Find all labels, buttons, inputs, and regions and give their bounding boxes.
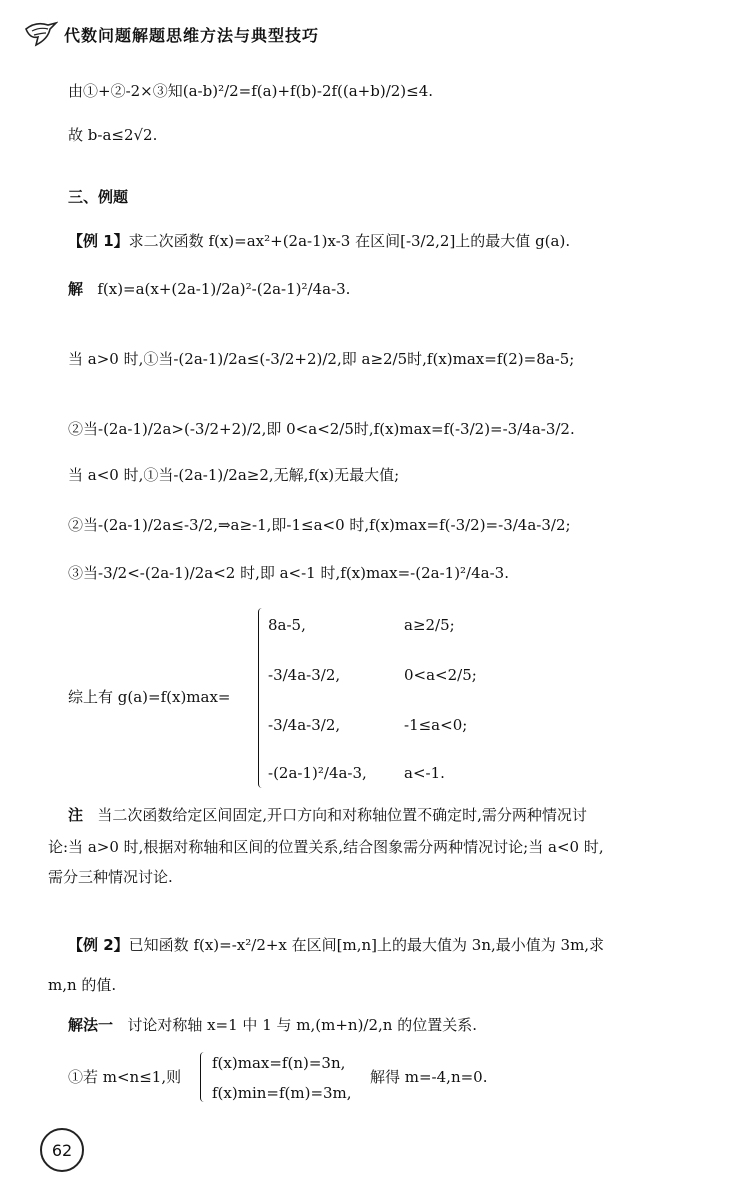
- case-line: 当 a>0 时,①当-(2a-1)/2a≤(-3/2+2)/2,即 a≥2/5时,f(x)max=f(2)=8a-5;: [68, 350, 575, 368]
- note-line: 论:当 a>0 时,根据对称轴和区间的位置关系,结合图象需分两种情况讨论;当 a<0 时,: [48, 838, 604, 856]
- piecewise-brace-tip: [252, 692, 259, 700]
- example-1: [68, 230, 570, 252]
- example-text: 已知函数 f(x)=-x²/2+x 在区间[m,n]上的最大值为 3n,最小值为 3m,求: [128, 936, 605, 954]
- summary-label: 综上有 g(a)=f(x)max=: [68, 688, 231, 706]
- method-line: [68, 1014, 477, 1036]
- case-line: ③当-3/2<-(2a-1)/2a<2 时,即 a<-1 时,f(x)max=-(2a-1)²/4a-3.: [68, 564, 509, 582]
- system-result: 解得 m=-4,n=0.: [370, 1068, 488, 1086]
- bird-logo-icon: [24, 19, 58, 49]
- system-brace: [200, 1052, 207, 1102]
- note-line: 需分三种情况讨论.: [48, 868, 173, 886]
- piecewise-expr: -3/4a-3/2,: [268, 716, 341, 734]
- method-tag: 解法一: [68, 1016, 114, 1034]
- piecewise-cond: a≥2/5;: [404, 616, 455, 634]
- note-text: 当二次函数给定区间固定,开口方向和对称轴位置不确定时,需分两种情况讨: [97, 806, 587, 824]
- case-line: ②当-(2a-1)/2a>(-3/2+2)/2,即 0<a<2/5时,f(x)max=f(-3/2)=-3/4a-3/2.: [68, 420, 575, 438]
- example-2: [68, 934, 604, 956]
- piecewise-expr: 8a-5,: [268, 616, 306, 634]
- piecewise-expr: -3/4a-3/2,: [268, 666, 341, 684]
- page-header: [24, 14, 319, 54]
- piecewise-cond: a<-1.: [404, 764, 445, 782]
- note-line: [68, 804, 587, 826]
- piecewise-cond: 0<a<2/5;: [404, 666, 477, 684]
- text-line: 由①+②-2×③知(a-b)²/2=f(a)+f(b)-2f((a+b)/2)≤4.: [68, 82, 434, 100]
- section-heading: 三、例题: [68, 188, 129, 206]
- page-number: 62: [40, 1128, 84, 1172]
- solution-text: f(x)=a(x+(2a-1)/2a)²-(2a-1)²/4a-3.: [97, 280, 351, 298]
- header-title: 代数问题解题思维方法与典型技巧: [64, 25, 320, 45]
- solution-line: [68, 278, 350, 300]
- system-row: f(x)max=f(n)=3n,: [212, 1054, 346, 1072]
- text-line: 故 b-a≤2√2.: [68, 126, 158, 144]
- example-text: 求二次函数 f(x)=ax²+(2a-1)x-3 在区间[-3/2,2]上的最大值 g(a).: [128, 232, 571, 250]
- example-tag: 【例 1】: [68, 232, 129, 250]
- system-row: f(x)min=f(m)=3m,: [212, 1084, 352, 1102]
- piecewise-expr: -(2a-1)²/4a-3,: [268, 764, 367, 782]
- piecewise-cond: -1≤a<0;: [404, 716, 468, 734]
- solution-tag: 解: [68, 280, 84, 298]
- case-line: ②当-(2a-1)/2a≤-3/2,⇒a≥-1,即-1≤a<0 时,f(x)max=f(-3/2)=-3/4a-3/2;: [68, 516, 571, 534]
- case-lead: ①若 m<n≤1,则: [68, 1068, 182, 1086]
- case-line: 当 a<0 时,①当-(2a-1)/2a≥2,无解,f(x)无最大值;: [68, 466, 400, 484]
- text-line: m,n 的值.: [48, 976, 117, 994]
- example-tag: 【例 2】: [68, 936, 129, 954]
- method-text: 讨论对称轴 x=1 中 1 与 m,(m+n)/2,n 的位置关系.: [127, 1016, 477, 1034]
- piecewise-brace: [258, 608, 265, 788]
- note-tag: 注: [68, 806, 84, 824]
